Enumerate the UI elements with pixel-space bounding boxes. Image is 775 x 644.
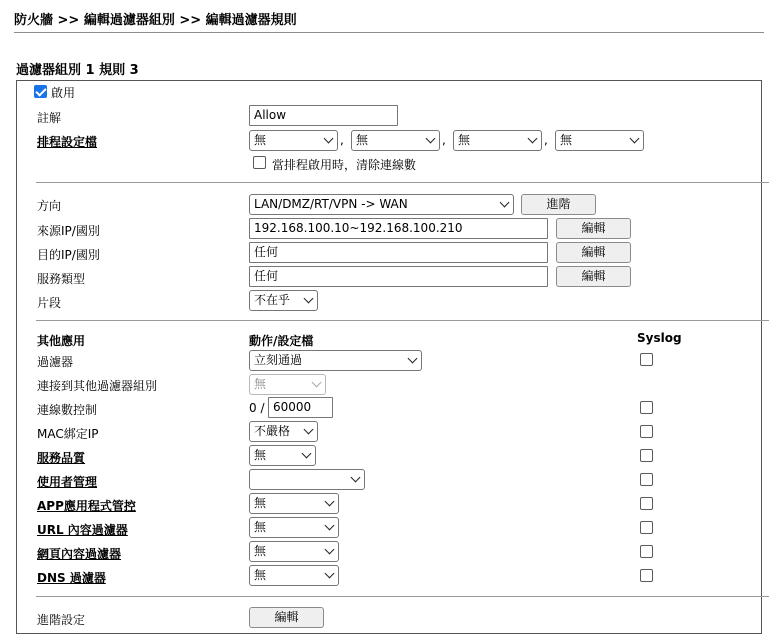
schedule-select-4-value: 無 bbox=[560, 133, 573, 147]
direction-value: LAN/DMZ/RT/VPN -> WAN bbox=[254, 197, 408, 211]
source-label: 來源IP/國別 bbox=[37, 224, 100, 238]
comma-separator: , bbox=[340, 133, 344, 147]
chevron-down-icon bbox=[325, 545, 335, 555]
service-type-field[interactable]: 任何 bbox=[249, 266, 548, 287]
filter-action-select[interactable] bbox=[249, 350, 422, 371]
chevron-down-icon bbox=[408, 354, 418, 364]
other-apps-header: 其他應用 bbox=[37, 334, 86, 348]
url-filter-syslog-checkbox[interactable] bbox=[640, 521, 653, 534]
chevron-down-icon bbox=[324, 134, 334, 144]
source-edit-button[interactable]: 編輯 bbox=[556, 218, 631, 239]
service-type-label: 服務類型 bbox=[37, 272, 86, 286]
section-divider bbox=[36, 596, 769, 597]
app-control-value: 無 bbox=[254, 496, 267, 510]
web-content-filter-value: 無 bbox=[254, 544, 267, 558]
branch-filter-select bbox=[249, 374, 326, 395]
dns-filter-value: 無 bbox=[254, 568, 267, 582]
source-ip-field[interactable]: 192.168.100.10~192.168.100.210 bbox=[249, 218, 548, 239]
fragment-select[interactable] bbox=[249, 290, 318, 311]
filter-syslog-checkbox[interactable] bbox=[640, 353, 653, 366]
filter-label: 過濾器 bbox=[37, 355, 74, 369]
branch-filter-label: 連接到其他過濾器組別 bbox=[37, 379, 158, 393]
app-control-syslog-checkbox[interactable] bbox=[640, 497, 653, 510]
chevron-down-icon bbox=[528, 134, 538, 144]
schedule-select-1[interactable] bbox=[249, 130, 338, 151]
session-syslog-checkbox[interactable] bbox=[640, 401, 653, 414]
section-divider bbox=[36, 182, 769, 183]
chevron-down-icon bbox=[302, 449, 312, 459]
mac-bind-ip-label: MAC綁定IP bbox=[37, 427, 99, 441]
clear-sessions-label: 當排程啟用時，清除連線數 bbox=[272, 158, 417, 172]
web-filter-syslog-checkbox[interactable] bbox=[640, 545, 653, 558]
url-filter-select[interactable] bbox=[249, 517, 339, 538]
comment-input[interactable]: Allow bbox=[249, 105, 398, 126]
filter-action-value: 立刻通過 bbox=[254, 353, 303, 367]
section-divider bbox=[36, 320, 769, 321]
session-limit-input[interactable]: 60000 bbox=[268, 397, 333, 418]
chevron-down-icon bbox=[351, 473, 361, 483]
session-control-label: 連線數控制 bbox=[37, 403, 98, 417]
action-profile-header: 動作/設定檔 bbox=[249, 334, 314, 348]
direction-advanced-button[interactable]: 進階 bbox=[521, 194, 596, 215]
comment-label: 註解 bbox=[37, 111, 62, 125]
comma-separator: , bbox=[442, 133, 446, 147]
dns-filter-select[interactable] bbox=[249, 565, 339, 586]
qos-link[interactable]: 服務品質 bbox=[37, 451, 86, 465]
advanced-setting-label: 進階設定 bbox=[37, 613, 86, 627]
enable-label: 啟用 bbox=[51, 86, 76, 100]
destination-ip-field[interactable]: 任何 bbox=[249, 242, 548, 263]
schedule-profile-link[interactable]: 排程設定檔 bbox=[37, 135, 98, 149]
user-management-link[interactable]: 使用者管理 bbox=[37, 475, 98, 489]
web-content-filter-select[interactable] bbox=[249, 541, 339, 562]
web-content-filter-link[interactable]: 網頁內容過濾器 bbox=[37, 547, 122, 561]
chevron-down-icon bbox=[325, 569, 335, 579]
user-management-syslog-checkbox[interactable] bbox=[640, 473, 653, 486]
chevron-down-icon bbox=[426, 134, 436, 144]
chevron-down-icon bbox=[304, 294, 314, 304]
url-filter-link[interactable]: URL 內容過濾器 bbox=[37, 523, 128, 537]
mac-bind-ip-value: 不嚴格 bbox=[254, 424, 291, 438]
header-divider bbox=[14, 32, 764, 33]
comma-separator: , bbox=[544, 133, 548, 147]
dns-filter-syslog-checkbox[interactable] bbox=[640, 569, 653, 582]
app-control-link[interactable]: APP應用程式管控 bbox=[37, 499, 136, 513]
direction-select[interactable] bbox=[249, 194, 514, 215]
fragment-value: 不在乎 bbox=[254, 293, 291, 307]
schedule-select-1-value: 無 bbox=[254, 133, 267, 147]
chevron-down-icon bbox=[500, 198, 510, 208]
direction-label: 方向 bbox=[37, 199, 62, 213]
advanced-setting-edit-button[interactable]: 編輯 bbox=[249, 607, 324, 628]
fragment-label: 片段 bbox=[37, 296, 62, 310]
clear-sessions-checkbox[interactable] bbox=[253, 156, 266, 169]
destination-label: 目的IP/國別 bbox=[37, 248, 100, 262]
dns-filter-link[interactable]: DNS 過濾器 bbox=[37, 571, 106, 585]
mac-bind-ip-select[interactable] bbox=[249, 421, 318, 442]
app-control-select[interactable] bbox=[249, 493, 339, 514]
service-edit-button[interactable]: 編輯 bbox=[556, 266, 631, 287]
user-management-select[interactable] bbox=[249, 469, 365, 490]
chevron-down-icon bbox=[630, 134, 640, 144]
schedule-select-4[interactable] bbox=[555, 130, 644, 151]
mac-bind-syslog-checkbox[interactable] bbox=[640, 425, 653, 438]
url-filter-value: 無 bbox=[254, 520, 267, 534]
syslog-header: Syslog bbox=[637, 331, 682, 345]
chevron-down-icon bbox=[312, 378, 322, 388]
qos-select[interactable] bbox=[249, 445, 316, 466]
schedule-select-2[interactable] bbox=[351, 130, 440, 151]
enable-checkbox[interactable] bbox=[34, 85, 47, 98]
qos-syslog-checkbox[interactable] bbox=[640, 449, 653, 462]
chevron-down-icon bbox=[325, 497, 335, 507]
schedule-select-3-value: 無 bbox=[458, 133, 471, 147]
breadcrumb: 防火牆 >> 編輯過濾器組別 >> 編輯過濾器規則 bbox=[14, 13, 297, 28]
chevron-down-icon bbox=[325, 521, 335, 531]
chevron-down-icon bbox=[304, 425, 314, 435]
schedule-select-3[interactable] bbox=[453, 130, 542, 151]
group-rule-title: 過濾器組別 1 規則 3 bbox=[16, 63, 139, 78]
destination-edit-button[interactable]: 編輯 bbox=[556, 242, 631, 263]
session-count-prefix: 0 / bbox=[249, 401, 265, 415]
qos-value: 無 bbox=[254, 448, 267, 462]
schedule-select-2-value: 無 bbox=[356, 133, 369, 147]
branch-filter-value: 無 bbox=[254, 377, 267, 391]
